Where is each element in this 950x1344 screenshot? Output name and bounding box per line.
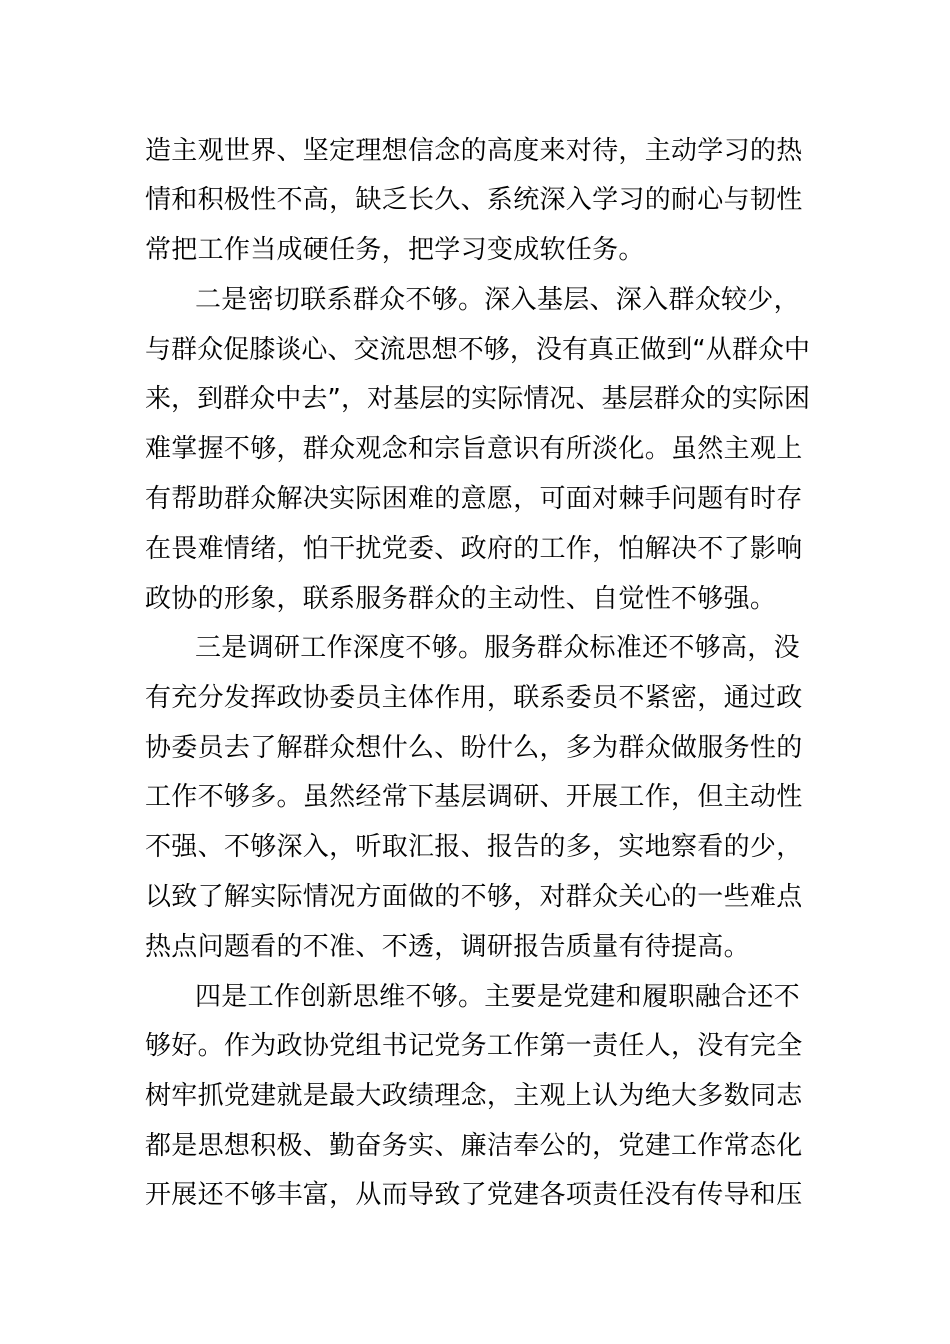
- text-line: 工作不够多。虽然经常下基层调研、开展工作，但主动性: [145, 782, 803, 812]
- text-line: 与群众促膝谈心、交流思想不够，没有真正做到“从群众中: [145, 335, 811, 365]
- paragraph-start-line: 三是调研工作深度不够。服务群众标准还不够高，没: [195, 633, 800, 663]
- text-line: 以致了解实际情况方面做的不够，对群众关心的一些难点: [145, 882, 803, 912]
- text-line: 够好。作为政协党组书记党务工作第一责任人，没有完全: [145, 1031, 803, 1061]
- text-line: 政协的形象，联系服务群众的主动性、自觉性不够强。: [145, 584, 777, 614]
- text-line: 来，到群众中去”，对基层的实际情况、基层群众的实际困: [145, 384, 811, 414]
- text-line: 造主观世界、坚定理想信念的高度来对待，主动学习的热: [145, 136, 803, 166]
- text-line: 在畏难情绪，怕干扰党委、政府的工作，怕解决不了影响: [145, 534, 803, 564]
- text-line: 有帮助群众解决实际困难的意愿，可面对棘手问题有时存: [145, 484, 803, 514]
- text-line: 树牢抓党建就是最大政绩理念，主观上认为绝大多数同志: [145, 1081, 803, 1111]
- text-line: 都是思想积极、勤奋务实、廉洁奉公的，党建工作常态化: [145, 1131, 803, 1161]
- text-line: 难掌握不够，群众观念和宗旨意识有所淡化。虽然主观上: [145, 434, 803, 464]
- text-line: 协委员去了解群众想什么、盼什么，多为群众做服务性的: [145, 733, 803, 763]
- text-line: 开展还不够丰富，从而导致了党建各项责任没有传导和压: [145, 1180, 803, 1210]
- text-line: 情和积极性不高，缺乏长久、系统深入学习的耐心与韧性: [145, 185, 803, 215]
- text-line: 有充分发挥政协委员主体作用，联系委员不紧密，通过政: [145, 683, 803, 713]
- paragraph-start-line: 四是工作创新思维不够。主要是党建和履职融合还不: [195, 982, 800, 1012]
- text-line: 不强、不够深入，听取汇报、报告的多，实地察看的少，: [145, 832, 803, 862]
- paragraph-start-line: 二是密切联系群众不够。深入基层、深入群众较少，: [195, 285, 800, 315]
- text-line: 热点问题看的不准、不透，调研报告质量有待提高。: [145, 932, 750, 962]
- text-line: 常把工作当成硬任务，把学习变成软任务。: [145, 235, 645, 265]
